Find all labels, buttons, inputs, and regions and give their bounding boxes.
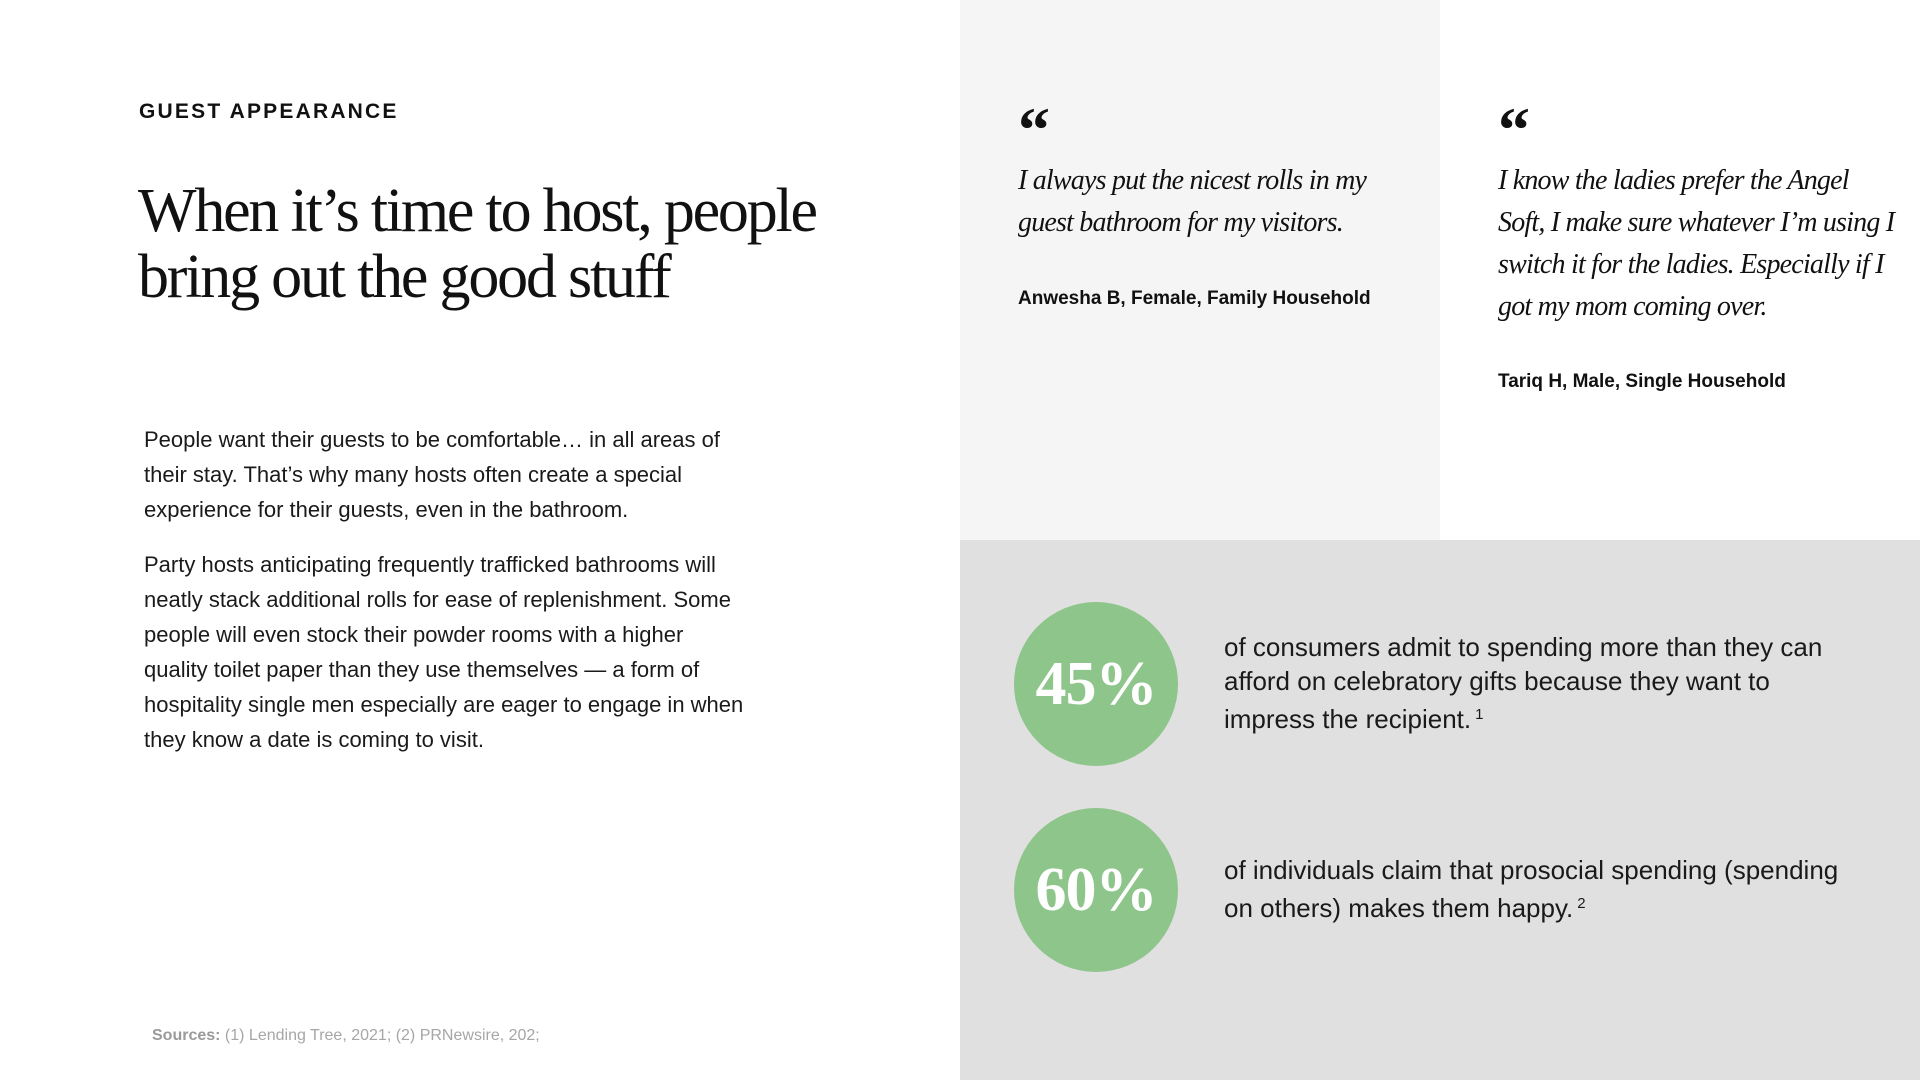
body-paragraph: Party hosts anticipating frequently trafficked bathrooms will neatly stack additional rolls for ease of replenishment. Some people will even stock their powder rooms with a higher quality toilet paper than they use themselves — a form of hospitality single men especially are eager to engage in when they know a date is coming to visit. bbox=[144, 552, 744, 752]
sources-footnote bbox=[152, 1027, 540, 1045]
quote-mark-icon: “ bbox=[1018, 94, 1050, 165]
stat-value: 45% bbox=[1035, 649, 1157, 718]
quote-author: Tariq H, Male, Single Household bbox=[1498, 371, 1786, 392]
stat-description bbox=[1224, 630, 1864, 736]
quote-mark-icon: “ bbox=[1498, 94, 1530, 165]
stats-panel bbox=[960, 540, 1920, 1080]
stat-description bbox=[1224, 853, 1864, 925]
sources-label: Sources: bbox=[152, 1027, 221, 1044]
body-paragraph: People want their guests to be comfortable… in all areas of their stay. That’s why many hosts often create a special experience for their guests, even in the bathroom. bbox=[144, 427, 720, 522]
quote-text: I always put the nicest rolls in my guest bathroom for my visitors. bbox=[1018, 165, 1367, 238]
page-title: When it’s time to host, people bring out the good stuff bbox=[138, 177, 816, 311]
stat-value: 60% bbox=[1035, 855, 1157, 924]
quote-author: Anwesha B, Female, Family Household bbox=[1018, 288, 1371, 309]
section-label: GUEST APPEARANCE bbox=[139, 100, 399, 123]
stat-footnote: 2 bbox=[1577, 895, 1586, 912]
quote-card bbox=[1440, 0, 1920, 540]
stat-text: of consumers admit to spending more than they can afford on celebratory gifts because they want to impress the recipient. bbox=[1224, 632, 1823, 734]
stat-footnote: 1 bbox=[1475, 706, 1484, 723]
body-copy bbox=[144, 422, 744, 777]
quote-text: I know the ladies prefer the Angel Soft, I make sure whatever I’m using I switch it for the ladies. Especially if I got my mom coming over. bbox=[1498, 165, 1895, 322]
stat-text: of individuals claim that prosocial spending (spending on others) makes them happy. bbox=[1224, 855, 1839, 923]
sources-text: (1) Lending Tree, 2021; (2) PRNewsire, 202; bbox=[224, 1027, 540, 1044]
stat-circle bbox=[1014, 602, 1178, 766]
quote-card bbox=[960, 0, 1440, 540]
stat-circle bbox=[1014, 808, 1178, 972]
